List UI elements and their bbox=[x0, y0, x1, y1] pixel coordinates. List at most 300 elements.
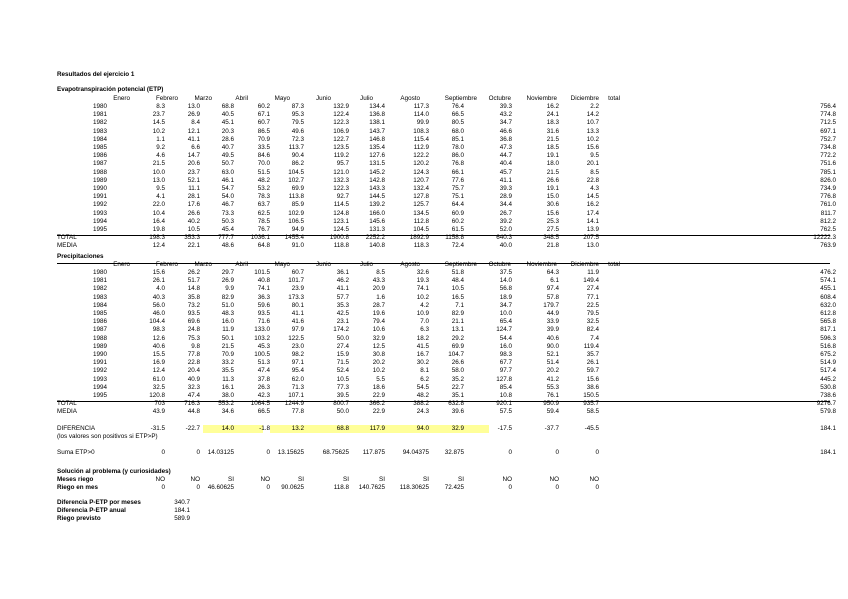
value-cell: 18.2 bbox=[416, 334, 429, 342]
meses-cell: NO bbox=[549, 476, 559, 483]
value-cell: 66.5 bbox=[451, 111, 464, 119]
month-header-4: Mayo bbox=[274, 95, 290, 102]
month-header-1: Febrero bbox=[155, 95, 178, 102]
value-cell: 16.5 bbox=[451, 293, 464, 301]
value-cell: 52.0 bbox=[499, 226, 512, 233]
value-cell: 119.2 bbox=[333, 152, 349, 160]
value-cell: 18.9 bbox=[499, 293, 512, 301]
value-cell: 14.0 bbox=[499, 277, 512, 285]
value-cell: 23.9 bbox=[291, 285, 304, 293]
month-header-0: Enero bbox=[113, 261, 130, 268]
total-cell: 366.2 bbox=[369, 400, 385, 408]
year-cell: 1995 bbox=[92, 392, 107, 399]
month-header-1: Febrero bbox=[155, 261, 178, 268]
value-cell: 25.3 bbox=[546, 217, 559, 225]
value-cell: 41.1 bbox=[187, 135, 200, 143]
value-cell: 28.1 bbox=[187, 193, 200, 201]
value-cell: 103.2 bbox=[254, 334, 270, 342]
value-cell: 46.7 bbox=[221, 201, 234, 209]
year-cell: 1990 bbox=[92, 185, 107, 192]
value-cell: 22.5 bbox=[586, 301, 599, 309]
value-cell: 34.7 bbox=[499, 119, 512, 127]
year-cell: 1981 bbox=[92, 111, 107, 119]
media-cell: 58.5 bbox=[586, 408, 599, 416]
month-header-11: Diciembre bbox=[570, 261, 599, 268]
value-cell: 100.5 bbox=[254, 351, 270, 358]
media-cell: 48.6 bbox=[221, 242, 234, 250]
value-cell: 40.5 bbox=[221, 111, 234, 119]
month-header-6: Julio bbox=[360, 261, 373, 268]
value-cell: 45.3 bbox=[257, 342, 270, 350]
value-cell: 27.4 bbox=[336, 342, 349, 350]
value-cell: 35.5 bbox=[221, 367, 234, 375]
value-cell: 817.1 bbox=[820, 326, 836, 334]
value-cell: 13.0 bbox=[187, 103, 200, 110]
value-cell: 29.2 bbox=[451, 334, 464, 342]
media-cell: 12.4 bbox=[152, 242, 165, 250]
value-cell: 138.1 bbox=[369, 119, 385, 127]
value-cell: 16.2 bbox=[546, 103, 559, 110]
value-cell: 774.8 bbox=[820, 111, 836, 119]
value-cell: 24.8 bbox=[187, 326, 200, 334]
value-cell: 70.9 bbox=[221, 351, 234, 358]
value-cell: 565.8 bbox=[820, 318, 836, 326]
value-cell: 826.0 bbox=[820, 176, 836, 184]
value-cell: 53.2 bbox=[257, 185, 270, 192]
media-cell: 21.8 bbox=[546, 242, 559, 250]
value-cell: 114.5 bbox=[333, 201, 349, 209]
value-cell: 63.0 bbox=[221, 168, 234, 176]
value-cell: 13.3 bbox=[586, 127, 599, 135]
value-cell: 50.0 bbox=[336, 334, 349, 342]
total-cell: 1244.9 bbox=[284, 400, 304, 408]
value-cell: 29.7 bbox=[221, 269, 234, 276]
value-cell: 121.0 bbox=[333, 168, 349, 176]
value-cell: 6.3 bbox=[420, 326, 429, 334]
media-label: MEDIA bbox=[57, 408, 77, 416]
value-cell: 7.1 bbox=[455, 301, 464, 309]
value-cell: 48.2 bbox=[416, 392, 429, 399]
value-cell: 811.7 bbox=[820, 209, 836, 217]
value-cell: 20.2 bbox=[372, 359, 385, 367]
value-cell: 17.4 bbox=[586, 209, 599, 217]
value-cell: 514.9 bbox=[820, 359, 836, 367]
value-cell: 51.5 bbox=[257, 168, 270, 176]
value-cell: 18.6 bbox=[372, 383, 385, 391]
value-cell: 18.0 bbox=[546, 160, 559, 168]
value-cell: 92.7 bbox=[336, 193, 349, 201]
value-cell: 12.4 bbox=[152, 367, 165, 375]
value-cell: 104.4 bbox=[149, 318, 165, 326]
value-cell: 134.5 bbox=[413, 209, 429, 217]
value-cell: 18.5 bbox=[546, 144, 559, 151]
value-cell: 97.9 bbox=[291, 326, 304, 334]
year-cell: 1991 bbox=[92, 359, 107, 367]
value-cell: 26.1 bbox=[586, 359, 599, 367]
value-cell: 2.2 bbox=[590, 103, 599, 110]
value-cell: 26.9 bbox=[187, 111, 200, 119]
value-cell: 10.2 bbox=[372, 367, 385, 375]
value-cell: 13.9 bbox=[586, 226, 599, 233]
media-cell: 24.3 bbox=[416, 408, 429, 416]
riego-cell: 0 bbox=[161, 484, 165, 491]
total-cell: 207.5 bbox=[583, 234, 599, 242]
value-cell: 10.8 bbox=[499, 392, 512, 399]
value-cell: 476.2 bbox=[820, 269, 836, 276]
value-cell: 22.7 bbox=[451, 383, 464, 391]
value-cell: 79.5 bbox=[586, 310, 599, 317]
value-cell: 61.0 bbox=[152, 375, 165, 383]
value-cell: 675.2 bbox=[820, 351, 836, 358]
media-cell: 39.6 bbox=[451, 408, 464, 416]
suma-cell: 117.875 bbox=[362, 449, 385, 456]
riego-cell: 0 bbox=[595, 484, 599, 491]
value-cell: 772.2 bbox=[820, 152, 836, 160]
year-cell: 1992 bbox=[92, 367, 107, 375]
value-cell: 26.6 bbox=[187, 209, 200, 217]
value-cell: 124.7 bbox=[496, 326, 512, 334]
value-cell: 145.6 bbox=[369, 217, 385, 225]
value-cell: 90.4 bbox=[291, 152, 304, 160]
value-cell: 122.2 bbox=[413, 152, 429, 160]
value-cell: 119.4 bbox=[583, 342, 599, 350]
value-cell: 52.4 bbox=[336, 367, 349, 375]
total-cell: 348.5 bbox=[543, 234, 559, 242]
value-cell: 35.1 bbox=[451, 392, 464, 399]
value-cell: 85.4 bbox=[499, 383, 512, 391]
riego-cell: 90.0625 bbox=[281, 484, 304, 491]
value-cell: 785.1 bbox=[820, 168, 836, 176]
value-cell: 608.4 bbox=[820, 293, 836, 301]
value-cell: 174.2 bbox=[333, 326, 349, 334]
value-cell: 30.8 bbox=[372, 351, 385, 358]
media-cell: 57.5 bbox=[499, 408, 512, 416]
value-cell: 24.1 bbox=[546, 111, 559, 119]
value-cell: 41.2 bbox=[546, 375, 559, 383]
value-cell: 49.5 bbox=[221, 152, 234, 160]
suma-cell: 0 bbox=[196, 449, 200, 456]
total-cell: 1158.8 bbox=[445, 234, 464, 242]
value-cell: 104.7 bbox=[448, 351, 464, 358]
value-cell: 30.6 bbox=[546, 201, 559, 209]
value-cell: 51.4 bbox=[546, 359, 559, 367]
media-cell: 22.9 bbox=[372, 408, 385, 416]
value-cell: 62.5 bbox=[257, 209, 270, 217]
suma-cell: 0 bbox=[508, 449, 512, 456]
value-cell: 72.3 bbox=[291, 135, 304, 143]
value-cell: 127.8 bbox=[496, 375, 512, 383]
diferencia-cell: -17.5 bbox=[497, 425, 512, 432]
summary-row bbox=[0, 500, 848, 508]
value-cell: 23.7 bbox=[187, 168, 200, 176]
value-cell: 44.9 bbox=[546, 310, 559, 317]
year-cell: 1994 bbox=[92, 217, 107, 225]
value-cell: 143.7 bbox=[369, 127, 385, 135]
year-cell: 1994 bbox=[92, 383, 107, 391]
value-cell: 124.5 bbox=[333, 226, 349, 233]
value-cell: 76.4 bbox=[451, 103, 464, 110]
value-cell: 30.2 bbox=[416, 359, 429, 367]
value-cell: 39.2 bbox=[499, 217, 512, 225]
value-cell: 32.6 bbox=[416, 269, 429, 276]
media-cell: 43.9 bbox=[152, 408, 165, 416]
year-cell: 1991 bbox=[92, 193, 107, 201]
value-cell: 71.6 bbox=[257, 318, 270, 326]
value-cell: 8.5 bbox=[376, 269, 385, 276]
value-cell: 33.9 bbox=[546, 318, 559, 326]
value-cell: 761.0 bbox=[820, 201, 836, 209]
value-cell: 86.5 bbox=[257, 127, 270, 135]
value-cell: 16.7 bbox=[416, 351, 429, 358]
value-cell: 127.6 bbox=[369, 152, 385, 160]
year-cell: 1992 bbox=[92, 201, 107, 209]
suma-cell: 0 bbox=[555, 449, 559, 456]
media-cell: 64.8 bbox=[257, 242, 270, 250]
value-cell: 51.3 bbox=[257, 359, 270, 367]
value-cell: 32.9 bbox=[372, 334, 385, 342]
value-cell: 36.1 bbox=[336, 269, 349, 276]
year-cell: 1995 bbox=[92, 226, 107, 233]
value-cell: 15.6 bbox=[546, 209, 559, 217]
total-cell: 935.7 bbox=[583, 400, 599, 408]
value-cell: 612.8 bbox=[820, 310, 836, 317]
value-cell: 93.5 bbox=[187, 310, 200, 317]
media-cell: 140.8 bbox=[369, 242, 385, 250]
month-header-2: Marzo bbox=[194, 95, 212, 102]
value-cell: 28.6 bbox=[221, 135, 234, 143]
meses-cell: SI bbox=[423, 476, 429, 483]
value-cell: 10.0 bbox=[152, 168, 165, 176]
year-cell: 1980 bbox=[92, 269, 107, 276]
value-cell: 67.7 bbox=[499, 359, 512, 367]
value-cell: 4.0 bbox=[156, 285, 165, 293]
value-cell: 40.4 bbox=[499, 160, 512, 168]
value-cell: 132.9 bbox=[333, 103, 349, 110]
value-cell: 122.4 bbox=[333, 111, 349, 119]
media-cell: 40.0 bbox=[499, 242, 512, 250]
value-cell: 35.3 bbox=[336, 301, 349, 309]
diferencia-cell: 117.9 bbox=[369, 425, 385, 432]
value-cell: 23.0 bbox=[291, 342, 304, 350]
value-cell: 117.3 bbox=[413, 103, 429, 110]
value-cell: 34.4 bbox=[499, 201, 512, 209]
value-cell: 132.3 bbox=[333, 176, 349, 184]
value-cell: 146.8 bbox=[369, 135, 385, 143]
diferencia-cell: 68.8 bbox=[336, 425, 349, 432]
year-cell: 1986 bbox=[92, 318, 107, 326]
value-cell: 71.5 bbox=[336, 359, 349, 367]
value-cell: 95.3 bbox=[291, 111, 304, 119]
total-cell: 353.3 bbox=[184, 234, 200, 242]
value-cell: 39.3 bbox=[499, 185, 512, 192]
page-title: Resultados del ejercicio 1 bbox=[57, 71, 135, 78]
value-cell: 139.2 bbox=[369, 201, 385, 209]
value-cell: 40.3 bbox=[152, 293, 165, 301]
value-cell: 123.1 bbox=[333, 217, 349, 225]
value-cell: 98.3 bbox=[499, 351, 512, 358]
value-cell: 48.3 bbox=[221, 310, 234, 317]
year-cell: 1993 bbox=[92, 209, 107, 217]
month-header-12: total bbox=[608, 95, 620, 102]
value-cell: 27.4 bbox=[586, 285, 599, 293]
value-cell: 122.7 bbox=[333, 135, 349, 143]
media-cell: 50.0 bbox=[336, 408, 349, 416]
value-cell: 58.0 bbox=[451, 367, 464, 375]
suma-cell: 13.15625 bbox=[277, 449, 304, 456]
value-cell: 52.1 bbox=[546, 351, 559, 358]
riego-cell: 0 bbox=[555, 484, 559, 491]
year-cell: 1988 bbox=[92, 334, 107, 342]
value-cell: 64.3 bbox=[546, 269, 559, 276]
value-cell: 4.1 bbox=[156, 193, 165, 201]
meses-cell: SI bbox=[458, 476, 464, 483]
year-cell: 1983 bbox=[92, 127, 107, 135]
value-cell: 21.5 bbox=[221, 342, 234, 350]
diferencia-cell: 184.1 bbox=[820, 425, 836, 432]
value-cell: 78.5 bbox=[257, 217, 270, 225]
value-cell: 134.4 bbox=[369, 103, 385, 110]
media-cell: 22.1 bbox=[187, 242, 200, 250]
month-header-4: Mayo bbox=[274, 261, 290, 268]
value-cell: 70.0 bbox=[257, 160, 270, 168]
value-cell: 9.5 bbox=[590, 152, 599, 160]
meses-cell: NO bbox=[155, 476, 165, 483]
value-cell: 16.9 bbox=[152, 359, 165, 367]
solucion-heading: Solución al problema (y curiosidades) bbox=[57, 468, 171, 475]
summary-value: 184.1 bbox=[174, 507, 190, 515]
value-cell: 21.5 bbox=[546, 135, 559, 143]
value-cell: 776.8 bbox=[820, 193, 836, 201]
value-cell: 9.8 bbox=[191, 342, 200, 350]
total-cell: 198.3 bbox=[149, 234, 165, 242]
value-cell: 56.8 bbox=[499, 285, 512, 293]
value-cell: 6.6 bbox=[191, 144, 200, 151]
value-cell: 46.2 bbox=[336, 277, 349, 285]
value-cell: 516.8 bbox=[820, 342, 836, 350]
value-cell: 120.7 bbox=[413, 176, 429, 184]
value-cell: 10.6 bbox=[372, 326, 385, 334]
month-header-9: Octubre bbox=[488, 95, 511, 102]
value-cell: 762.5 bbox=[820, 226, 836, 233]
value-cell: 75.7 bbox=[451, 185, 464, 192]
suma-cell: 94.04375 bbox=[402, 449, 429, 456]
value-cell: 106.5 bbox=[288, 217, 304, 225]
value-cell: 82.4 bbox=[586, 326, 599, 334]
value-cell: 133.0 bbox=[254, 326, 270, 334]
value-cell: 33.5 bbox=[257, 144, 270, 151]
suma-cell: 184.1 bbox=[820, 449, 836, 456]
value-cell: 1.1 bbox=[156, 135, 165, 143]
value-cell: 120.2 bbox=[413, 160, 429, 168]
value-cell: 8.1 bbox=[420, 367, 429, 375]
month-header-8: Septiembre bbox=[444, 261, 477, 268]
value-cell: 60.7 bbox=[257, 119, 270, 127]
value-cell: 145.2 bbox=[369, 168, 385, 176]
suma-label: Suma ETP>0 bbox=[57, 449, 95, 456]
summary-row bbox=[0, 508, 848, 516]
value-cell: 112.8 bbox=[413, 217, 429, 225]
value-cell: 11.1 bbox=[188, 185, 200, 192]
meses-cell: NO bbox=[589, 476, 599, 483]
value-cell: 65.4 bbox=[499, 318, 512, 326]
value-cell: 56.0 bbox=[152, 301, 165, 309]
value-cell: 517.4 bbox=[820, 367, 836, 375]
value-cell: 19.1 bbox=[546, 152, 559, 160]
value-cell: 69.9 bbox=[451, 342, 464, 350]
media-row bbox=[0, 409, 848, 417]
value-cell: 36.3 bbox=[257, 293, 270, 301]
value-cell: 84.6 bbox=[257, 152, 270, 160]
diferencia-cell: 13.2 bbox=[291, 425, 304, 432]
value-cell: 40.8 bbox=[257, 277, 270, 285]
suma-cell: 68.75625 bbox=[322, 449, 349, 456]
media-cell: 72.4 bbox=[451, 242, 464, 250]
year-cell: 1989 bbox=[92, 342, 107, 350]
value-cell: 10.7 bbox=[586, 119, 599, 127]
value-cell: 27.5 bbox=[546, 226, 559, 233]
value-cell: 19.1 bbox=[546, 185, 559, 192]
riego-en-mes-label: Riego en mes bbox=[57, 484, 98, 491]
value-cell: 19.8 bbox=[152, 226, 165, 233]
value-cell: 87.3 bbox=[291, 103, 304, 110]
month-header-3: Abril bbox=[235, 261, 248, 268]
value-cell: 16.1 bbox=[221, 383, 234, 391]
value-cell: 45.7 bbox=[499, 168, 512, 176]
value-cell: 75.3 bbox=[187, 334, 200, 342]
value-cell: 46.6 bbox=[499, 127, 512, 135]
value-cell: 77.8 bbox=[187, 351, 200, 358]
value-cell: 5.5 bbox=[376, 375, 385, 383]
month-header-3: Abril bbox=[235, 95, 248, 102]
value-cell: 49.6 bbox=[291, 127, 304, 135]
value-cell: 14.1 bbox=[586, 217, 599, 225]
value-cell: 7.0 bbox=[420, 318, 429, 326]
value-cell: 166.0 bbox=[369, 209, 385, 217]
value-cell: 21.5 bbox=[152, 160, 165, 168]
value-cell: 14.5 bbox=[152, 119, 165, 127]
value-cell: 22.8 bbox=[187, 359, 200, 367]
value-cell: 144.5 bbox=[369, 193, 385, 201]
value-cell: 85.9 bbox=[291, 201, 304, 209]
value-cell: 734.8 bbox=[820, 144, 836, 151]
value-cell: 40.9 bbox=[187, 375, 200, 383]
value-cell: 46.0 bbox=[152, 310, 165, 317]
value-cell: 54.0 bbox=[221, 193, 234, 201]
media-cell: 118.3 bbox=[413, 242, 429, 250]
value-cell: 47.4 bbox=[257, 367, 270, 375]
month-header-11: Diciembre bbox=[570, 95, 599, 102]
value-cell: 51.8 bbox=[451, 269, 464, 276]
diferencia-cell: -22.7 bbox=[185, 425, 200, 432]
value-cell: 16.0 bbox=[221, 318, 234, 326]
riego-cell: 0 bbox=[196, 484, 200, 491]
value-cell: 78.3 bbox=[257, 193, 270, 201]
suma-cell: 0 bbox=[595, 449, 599, 456]
riego-cell: 118.30625 bbox=[399, 484, 429, 491]
value-cell: 13.0 bbox=[152, 176, 165, 184]
value-cell: 1.6 bbox=[376, 293, 385, 301]
value-cell: 74.1 bbox=[257, 285, 270, 293]
value-cell: 812.2 bbox=[820, 217, 836, 225]
value-cell: 632.0 bbox=[820, 301, 836, 309]
value-cell: 114.0 bbox=[413, 111, 429, 119]
riego-cell: 0 bbox=[266, 484, 270, 491]
value-cell: 54.5 bbox=[416, 383, 429, 391]
value-cell: 16.4 bbox=[152, 217, 165, 225]
value-cell: 20.2 bbox=[546, 367, 559, 375]
value-cell: 68.8 bbox=[221, 103, 234, 110]
total-cell: 1064.5 bbox=[250, 400, 270, 408]
